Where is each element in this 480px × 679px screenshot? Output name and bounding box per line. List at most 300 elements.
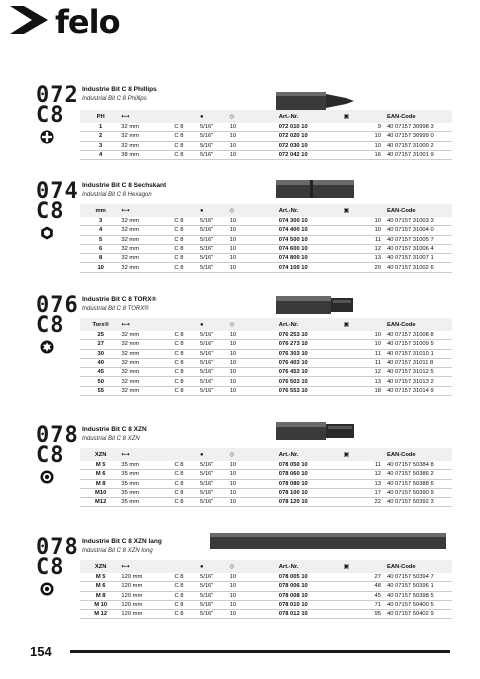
- art-header: Art.-Nr.: [278, 321, 299, 328]
- ean-cell: 40 07157 30999 0: [387, 132, 452, 141]
- ean-cell: 40 07157 31006 4: [387, 244, 452, 253]
- table-row: [80, 340, 452, 349]
- weight-cell: 45: [344, 591, 387, 600]
- ean-cell: 40 07157 50386 2: [387, 470, 452, 479]
- pack-qty-cell: 10: [230, 479, 279, 488]
- size-cell: M 6: [80, 470, 121, 479]
- weight-cell: 11: [344, 235, 387, 244]
- size-cell: M 8: [80, 479, 121, 488]
- product-code: 078 C8: [36, 423, 79, 468]
- ean-cell: 40 07157 50400 5: [387, 600, 452, 609]
- hex-size-cell: 5/16": [200, 132, 230, 141]
- hex-size-cell: 5/16": [200, 235, 230, 244]
- size-cell: 30: [80, 349, 121, 358]
- table-body: [80, 217, 452, 272]
- phillips-drive-icon: [40, 130, 54, 144]
- weight-cell: 95: [344, 610, 387, 619]
- hex-size-cell: 5/16": [200, 488, 230, 497]
- table-row: [80, 368, 452, 377]
- weight-cell: 11: [344, 461, 387, 470]
- art-no-cell: 074 500 10: [279, 235, 344, 244]
- weight-cell: 13: [344, 377, 387, 386]
- size-cell: M 5: [80, 461, 121, 470]
- shank-cell: C 8: [174, 226, 200, 235]
- long-length-icon: ⟷: [121, 563, 130, 570]
- art-no-cell: 078 060 10: [279, 470, 344, 479]
- art-no-cell: 078 010 10: [279, 600, 344, 609]
- ean-cell: 40 07157 50402 9: [387, 610, 452, 619]
- shank-cell: C 8: [174, 488, 200, 497]
- ean-cell: 40 07157 31011 8: [387, 358, 452, 367]
- shank-cell: C 8: [175, 349, 201, 358]
- torx-drive-icon: [40, 340, 54, 354]
- art-no-cell: 076 253 10: [279, 331, 344, 340]
- pack-qty-cell: 10: [230, 235, 279, 244]
- pack-qty-cell: 10: [230, 461, 279, 470]
- shank-cell: C 8: [174, 498, 200, 507]
- pack-qty-cell: 10: [230, 349, 279, 358]
- table-row: [80, 461, 452, 470]
- art-no-cell: 074 300 10: [279, 217, 344, 226]
- weight-icon: ▣: [343, 113, 350, 120]
- length-cell: 120 mm: [121, 573, 174, 582]
- table-row: [80, 244, 452, 253]
- length-cell: 32 mm: [121, 263, 174, 272]
- size-cell: M 6: [80, 582, 121, 591]
- hex-icon: ●: [200, 563, 204, 570]
- table-row: [80, 123, 452, 132]
- weight-icon: ▣: [343, 563, 350, 570]
- table-row: [80, 488, 452, 497]
- weight-cell: 13: [344, 254, 387, 263]
- pack-qty-cell: 10: [230, 368, 279, 377]
- ean-cell: 40 07157 50390 9: [387, 488, 452, 497]
- pack-qty-cell: 10: [230, 217, 279, 226]
- length-icon: ⟷: [121, 207, 130, 214]
- felo-logo: [0, 0, 160, 40]
- weight-cell: 20: [344, 263, 387, 272]
- section-subtitle: Industrial Bit C 8 TORX®: [82, 306, 149, 312]
- weight-cell: 18: [344, 386, 387, 395]
- hex-icon: ●: [200, 321, 204, 328]
- length-icon: ⟷: [121, 451, 130, 458]
- ean-cell: 40 07157 31001 9: [387, 150, 452, 159]
- length-cell: 32 mm: [121, 123, 174, 132]
- ean-cell: 40 07157 30998 3: [387, 123, 452, 132]
- ean-cell: 40 07157 31010 1: [387, 349, 452, 358]
- art-no-cell: 072 020 10: [279, 132, 344, 141]
- art-no-cell: 072 042 10: [279, 150, 344, 159]
- page-number: 154: [30, 644, 52, 659]
- hex-size-cell: 5/16": [200, 217, 230, 226]
- size-header: XZN: [94, 563, 107, 570]
- length-cell: 32 mm: [121, 349, 174, 358]
- size-cell: M 10: [80, 600, 121, 609]
- shank-cell: C 8: [174, 582, 200, 591]
- hex-size-cell: 5/16": [200, 349, 230, 358]
- size-cell: 45: [80, 368, 121, 377]
- hex-size-cell: 5/16": [200, 331, 230, 340]
- size-cell: 55: [80, 386, 121, 395]
- ean-cell: 40 07157 31000 2: [387, 141, 452, 150]
- length-cell: 32 mm: [121, 377, 174, 386]
- section-title: Industrie Bit C 8 Sechskant: [82, 182, 167, 189]
- torx-bit-image: [276, 290, 356, 320]
- art-no-cell: 074 800 10: [279, 254, 344, 263]
- table-header-row: [80, 110, 452, 123]
- length-cell: 32 mm: [121, 132, 174, 141]
- art-no-cell: 076 303 10: [279, 349, 344, 358]
- length-cell: 35 mm: [121, 479, 174, 488]
- weight-icon: ▣: [343, 451, 350, 458]
- length-cell: 32 mm: [121, 226, 174, 235]
- art-no-cell: 072 030 10: [279, 141, 344, 150]
- length-cell: 120 mm: [121, 610, 174, 619]
- weight-cell: 10: [344, 217, 387, 226]
- weight-cell: 9: [344, 123, 387, 132]
- section-title: Industrie Bit C 8 XZN: [82, 426, 147, 433]
- art-no-cell: 076 503 10: [279, 377, 344, 386]
- art-no-cell: 078 008 10: [279, 591, 344, 600]
- pack-qty-cell: 10: [230, 591, 279, 600]
- pack-qty-cell: 10: [230, 123, 279, 132]
- table-body: [80, 123, 452, 160]
- shank-cell: C 8: [174, 132, 200, 141]
- art-no-cell: 078 100 10: [279, 488, 344, 497]
- art-no-cell: 074 400 10: [279, 226, 344, 235]
- ean-header: EAN-Code: [386, 113, 416, 120]
- art-no-cell: 076 273 10: [279, 340, 344, 349]
- logo-wordmark: felo: [55, 3, 120, 41]
- art-header: Art.-Nr.: [278, 563, 299, 570]
- weight-icon: ▣: [343, 321, 350, 328]
- section-subtitle: Industrial Bit C 8 Phillips: [82, 96, 147, 102]
- xzn-drive-icon: [40, 470, 54, 484]
- table-body: [80, 461, 452, 507]
- art-header: Art.-Nr.: [278, 113, 299, 120]
- spec-table: [80, 110, 452, 160]
- length-icon: ⟷: [121, 321, 130, 328]
- table-row: [80, 358, 452, 367]
- footer-divider: [70, 650, 450, 653]
- section-title: Industrie Bit C 8 XZN lang: [82, 538, 162, 545]
- hex-icon: ●: [199, 113, 204, 120]
- table-row: [80, 254, 452, 263]
- ean-cell: 40 07157 31012 5: [387, 368, 452, 377]
- length-cell: 32 mm: [121, 244, 174, 253]
- hexagon-bit-image: [276, 174, 356, 204]
- ean-cell: 40 07157 31005 7: [387, 235, 452, 244]
- hex-size-cell: 5/16": [200, 377, 230, 386]
- ean-cell: 40 07157 31002 6: [387, 263, 452, 272]
- size-cell: 50: [80, 377, 121, 386]
- length-cell: 35 mm: [121, 498, 174, 507]
- length-cell: 32 mm: [121, 141, 174, 150]
- table-row: [80, 132, 452, 141]
- size-cell: 2: [80, 132, 121, 141]
- hex-size-cell: 5/16": [200, 610, 230, 619]
- ean-header: EAN-Code: [386, 563, 416, 570]
- pack-qty-cell: 10: [230, 582, 279, 591]
- size-header: PH: [96, 113, 105, 120]
- weight-cell: 10: [344, 141, 387, 150]
- size-header: mm: [95, 207, 106, 214]
- shank-cell: C 8: [174, 217, 200, 226]
- size-cell: 3: [80, 141, 121, 150]
- weight-cell: 10: [344, 132, 387, 141]
- section-subtitle: Industrial Bit C 8 XZN long: [82, 548, 153, 554]
- hex-size-cell: 5/16": [200, 573, 230, 582]
- length-cell: 32 mm: [121, 368, 174, 377]
- product-code: 074 C8: [36, 179, 79, 224]
- size-cell: M 12: [80, 610, 121, 619]
- table-row: [80, 349, 452, 358]
- weight-cell: 48: [344, 582, 387, 591]
- pack-qty-cell: 10: [230, 263, 279, 272]
- weight-cell: 71: [344, 600, 387, 609]
- ean-cell: 40 07157 31009 5: [387, 340, 452, 349]
- hex-size-cell: 5/16": [200, 244, 230, 253]
- table-row: [80, 479, 452, 488]
- length-cell: 35 mm: [121, 470, 174, 479]
- pack-qty-cell: 10: [230, 470, 279, 479]
- product-code: 078 C8: [36, 535, 79, 580]
- weight-cell: 10: [344, 226, 387, 235]
- weight-cell: 11: [344, 358, 387, 367]
- size-cell: 6: [80, 244, 121, 253]
- hexagon-drive-icon: [40, 226, 54, 240]
- table-row: [80, 141, 452, 150]
- ean-header: EAN-Code: [386, 451, 416, 458]
- pack-qty-cell: 10: [230, 340, 279, 349]
- table-header-row: [80, 204, 452, 217]
- ean-cell: 40 07157 50394 7: [387, 573, 452, 582]
- pack-qty-cell: 10: [230, 132, 279, 141]
- size-cell: 3: [80, 217, 121, 226]
- hex-size-cell: 5/16": [200, 358, 230, 367]
- table-row: [80, 386, 452, 395]
- length-cell: 32 mm: [121, 358, 174, 367]
- shank-cell: C 8: [174, 470, 200, 479]
- art-no-cell: 078 006 10: [279, 582, 344, 591]
- shank-cell: C 8: [174, 573, 200, 582]
- shank-cell: C 8: [174, 244, 200, 253]
- size-cell: M12: [80, 498, 121, 507]
- art-no-cell: 076 403 10: [279, 358, 344, 367]
- ean-cell: 40 07157 31007 1: [387, 254, 452, 263]
- hex-size-cell: 5/16": [200, 591, 230, 600]
- weight-cell: 12: [344, 368, 387, 377]
- ean-cell: 40 07157 31013 2: [387, 377, 452, 386]
- size-header: Torx®: [92, 321, 109, 328]
- weight-cell: 22: [344, 498, 387, 507]
- hex-size-cell: 5/16": [200, 461, 230, 470]
- hex-size-cell: 5/16": [200, 498, 230, 507]
- shank-cell: C 8: [174, 600, 200, 609]
- table-row: [80, 498, 452, 507]
- page-header: [0, 0, 480, 41]
- hex-size-cell: 5/16": [200, 123, 230, 132]
- pack-qty-cell: 10: [230, 358, 279, 367]
- shank-cell: C 8: [175, 386, 201, 395]
- art-no-cell: 078 005 10: [279, 573, 344, 582]
- weight-cell: 12: [344, 244, 387, 253]
- pack-qty-cell: 10: [230, 488, 279, 497]
- ean-cell: 40 07157 50398 5: [387, 591, 452, 600]
- hex-size-cell: 5/16": [200, 582, 230, 591]
- table-row: [80, 600, 452, 609]
- pack-qty-cell: 10: [230, 226, 279, 235]
- length-cell: 32 mm: [121, 386, 174, 395]
- hex-size-cell: 5/16": [200, 479, 230, 488]
- shank-cell: C 8: [175, 377, 201, 386]
- spec-table: [80, 204, 452, 273]
- pack-qty-cell: 10: [230, 254, 279, 263]
- weight-cell: 16: [344, 150, 387, 159]
- shank-cell: C 8: [174, 150, 200, 159]
- pack-icon: ◇: [229, 321, 235, 328]
- section-subtitle: Industrial Bit C 8 XZN: [82, 436, 140, 442]
- section-subtitle: Industrial Bit C 8 Hexagon: [82, 192, 152, 198]
- length-cell: 120 mm: [121, 591, 174, 600]
- art-no-cell: 072 010 10: [279, 123, 344, 132]
- size-cell: 4: [80, 150, 121, 159]
- size-cell: M 8: [80, 591, 121, 600]
- art-no-cell: 078 120 10: [279, 498, 344, 507]
- table-row: [80, 235, 452, 244]
- pack-qty-cell: 10: [230, 610, 279, 619]
- length-cell: 35 mm: [121, 488, 174, 497]
- size-cell: 27: [80, 340, 121, 349]
- size-cell: 25: [80, 331, 121, 340]
- length-cell: 32 mm: [121, 340, 174, 349]
- length-icon: ⟷: [121, 113, 130, 120]
- art-no-cell: 078 050 10: [279, 461, 344, 470]
- weight-cell: 27: [344, 573, 387, 582]
- hex-size-cell: 5/16": [200, 141, 230, 150]
- size-cell: 4: [80, 226, 121, 235]
- weight-cell: 11: [344, 349, 387, 358]
- pack-qty-cell: 10: [230, 600, 279, 609]
- weight-cell: 10: [344, 331, 387, 340]
- product-code: 076 C8: [36, 293, 79, 338]
- shank-cell: C 8: [174, 235, 200, 244]
- pack-icon: ◇: [229, 563, 235, 570]
- section-title: Industrie Bit C 8 Phillips: [82, 86, 157, 93]
- table-row: [80, 573, 452, 582]
- xzn-bit-image: [276, 416, 356, 446]
- hex-icon: ●: [200, 451, 204, 458]
- length-cell: 32 mm: [121, 235, 174, 244]
- shank-cell: C 8: [174, 254, 200, 263]
- hex-size-cell: 5/16": [200, 340, 230, 349]
- size-cell: 10: [80, 263, 121, 272]
- pack-qty-cell: 10: [230, 573, 279, 582]
- hex-size-cell: 5/16": [200, 368, 230, 377]
- table-row: [80, 331, 452, 340]
- table-row: [80, 610, 452, 619]
- shank-cell: C 8: [174, 141, 200, 150]
- art-no-cell: 078 080 10: [279, 479, 344, 488]
- table-body: [80, 573, 452, 619]
- hex-size-cell: 5/16": [200, 263, 230, 272]
- art-no-cell: 074 600 10: [279, 244, 344, 253]
- ean-cell: 40 07157 50396 1: [387, 582, 452, 591]
- ean-cell: 40 07157 50384 8: [387, 461, 452, 470]
- weight-cell: 13: [344, 479, 387, 488]
- table-row: [80, 591, 452, 600]
- length-cell: 32 mm: [121, 331, 174, 340]
- art-header: Art.-Nr.: [278, 451, 299, 458]
- hex-size-cell: 5/16": [200, 226, 230, 235]
- spec-table: [80, 560, 452, 619]
- pack-icon: ◇: [229, 451, 235, 458]
- art-no-cell: 078 012 10: [279, 610, 344, 619]
- size-cell: 5: [80, 235, 121, 244]
- shank-cell: C 8: [175, 340, 201, 349]
- table-header-row: [80, 318, 452, 331]
- shank-cell: C 8: [174, 123, 200, 132]
- art-no-cell: 076 553 10: [279, 386, 344, 395]
- hex-size-cell: 5/16": [200, 150, 230, 159]
- length-cell: 35 mm: [121, 461, 174, 470]
- size-header: XZN: [94, 451, 107, 458]
- length-cell: 38 mm: [121, 150, 174, 159]
- table-body: [80, 331, 452, 396]
- size-cell: 1: [80, 123, 121, 132]
- pack-qty-cell: 10: [230, 331, 279, 340]
- pack-qty-cell: 10: [230, 141, 279, 150]
- hex-size-cell: 5/16": [200, 386, 230, 395]
- shank-cell: C 8: [175, 331, 201, 340]
- ean-cell: 40 07157 31014 9: [387, 386, 452, 395]
- table-row: [80, 263, 452, 272]
- section-title: Industrie Bit C 8 TORX®: [82, 296, 157, 303]
- spec-table: [80, 318, 452, 396]
- ean-cell: 40 07157 50392 3: [387, 498, 452, 507]
- spec-table: [80, 448, 452, 507]
- weight-cell: 12: [344, 470, 387, 479]
- length-cell: 120 mm: [121, 582, 174, 591]
- pack-qty-cell: 10: [230, 498, 279, 507]
- table-row: [80, 226, 452, 235]
- table-row: [80, 217, 452, 226]
- table-row: [80, 470, 452, 479]
- art-header: Art.-Nr.: [278, 207, 299, 214]
- pack-qty-cell: 10: [230, 244, 279, 253]
- art-no-cell: 076 453 10: [279, 368, 344, 377]
- weight-icon: ▣: [343, 207, 350, 214]
- hex-size-cell: 5/16": [200, 254, 230, 263]
- hex-size-cell: 5/16": [200, 470, 230, 479]
- length-cell: 120 mm: [121, 600, 174, 609]
- product-code: 072 C8: [36, 83, 79, 128]
- ean-header: EAN-Code: [386, 321, 416, 328]
- ean-cell: 40 07157 31003 3: [387, 217, 452, 226]
- size-cell: 8: [80, 254, 121, 263]
- table-row: [80, 377, 452, 386]
- ean-cell: 40 07157 31004 0: [387, 226, 452, 235]
- pack-icon: ◇: [229, 207, 235, 214]
- length-cell: 32 mm: [121, 217, 174, 226]
- hex-icon: ●: [199, 207, 204, 214]
- shank-cell: C 8: [174, 263, 200, 272]
- shank-cell: C 8: [174, 610, 200, 619]
- ean-header: EAN-Code: [386, 207, 416, 214]
- hex-size-cell: 5/16": [200, 600, 230, 609]
- ean-cell: 40 07157 50388 6: [387, 479, 452, 488]
- art-no-cell: 074 100 10: [279, 263, 344, 272]
